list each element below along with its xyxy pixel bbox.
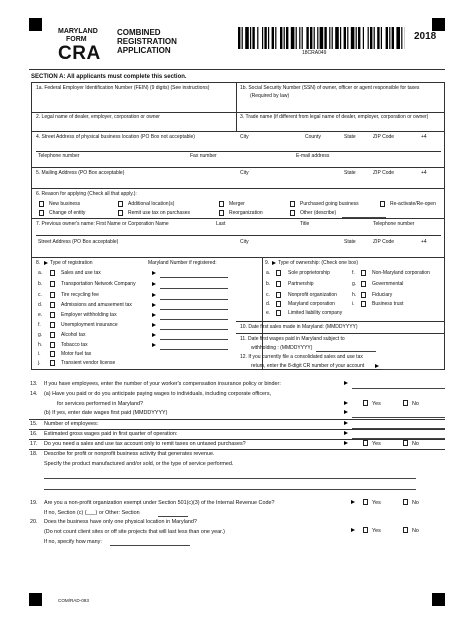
q17-no-label: No xyxy=(412,441,419,447)
q8-item-letter: e. xyxy=(38,312,43,318)
q9-item-checkbox[interactable] xyxy=(276,310,281,316)
q9-title: Type of ownership: (Check one box) xyxy=(278,260,359,266)
q9-item-letter: a. xyxy=(266,270,271,276)
q14a-text-2: for services performed in Maryland? xyxy=(57,401,143,407)
q8-item-label: Admissions and amusement tax xyxy=(61,302,132,308)
reason-reorganization: Reorganization xyxy=(229,210,263,216)
q19-other-section-line[interactable] xyxy=(158,516,188,517)
q19-number: 19. xyxy=(30,500,38,506)
q9-item-checkbox[interactable] xyxy=(361,301,366,307)
field-7-title-label: Title xyxy=(300,221,310,227)
q20-number: 20. xyxy=(30,519,38,525)
registration-mark-top-left xyxy=(29,18,42,31)
q20-input-line[interactable] xyxy=(110,545,190,546)
q14b-arrow-icon xyxy=(344,410,348,414)
field-4-city-label: City xyxy=(240,134,249,140)
field-2-label: 2. Legal name of dealer, employer, corporation or owner xyxy=(36,114,160,120)
q12-arrow-icon xyxy=(375,364,379,368)
field-6-label: 6. Reason for applying (Check all that apply.): xyxy=(36,191,137,197)
section-a-title: SECTION A: All applicants must complete this section. xyxy=(31,74,187,80)
q8-item-letter: b. xyxy=(38,281,43,287)
q8-md-number-line[interactable] xyxy=(160,329,228,330)
q8-item-letter: f. xyxy=(38,322,41,328)
q15-text: Number of employees: xyxy=(44,421,99,427)
footer-code: COM/RAD-093 xyxy=(58,598,89,603)
registration-mark-bottom-right xyxy=(432,593,445,606)
reason-purchased-business-checkbox[interactable] xyxy=(290,201,295,207)
q9-item-label: Business trust xyxy=(372,301,404,307)
q8-item-checkbox[interactable] xyxy=(50,292,55,298)
q8-item-letter: h. xyxy=(38,342,43,348)
q13-input-line[interactable] xyxy=(352,388,445,389)
q20-yes-checkbox[interactable] xyxy=(363,527,368,533)
q9-item-letter: b. xyxy=(266,281,271,287)
q14a-yes-checkbox[interactable] xyxy=(363,400,368,406)
q9-item-letter: i. xyxy=(352,301,355,307)
q8-item-label: Transportation Network Company xyxy=(61,281,136,287)
header-rule xyxy=(29,69,445,70)
q9-item-letter: h. xyxy=(352,292,357,298)
q16-number: 16. xyxy=(30,431,38,437)
field-5-state-label: State xyxy=(344,170,356,176)
field-4-label: 4. Street Address of physical business location (PO Box not acceptable) xyxy=(36,134,195,140)
field-5-zip-label: ZIP Code xyxy=(373,170,395,176)
q19-no-label: No xyxy=(412,500,419,506)
q20-no-label: No xyxy=(412,528,419,534)
field-1b-label: 1b. Social Security Number (SSN) of owner, officer or agent responsible for taxes xyxy=(240,85,420,91)
q19-section-text: If no, Section (c) (___) or Other: Section xyxy=(44,510,140,516)
q8-item-label: Employer withholding tax xyxy=(61,312,117,318)
field-4-plus4-label: +4 xyxy=(421,134,427,140)
q13-number: 13. xyxy=(30,381,38,387)
q9-item-letter: f. xyxy=(352,270,355,276)
q8-item-checkbox[interactable] xyxy=(50,332,55,338)
q9-item-label: Limited liability company xyxy=(288,310,343,316)
q9-item-label: Governmental xyxy=(372,281,404,287)
q8-item-arrow-icon xyxy=(152,282,156,286)
q9-item-label: Maryland corporation xyxy=(288,301,335,307)
q17-number: 17. xyxy=(30,441,38,447)
q9-item-label: Partnership xyxy=(288,281,314,287)
q17-yes-checkbox[interactable] xyxy=(363,440,368,446)
q9-item-letter: c. xyxy=(266,292,270,298)
barcode xyxy=(238,27,405,49)
q12-input-line[interactable] xyxy=(382,369,440,370)
field-5-label: 5. Mailing Address (PO Box acceptable) xyxy=(36,170,125,176)
fax-label: Fax number xyxy=(190,153,217,159)
q9-item-checkbox[interactable] xyxy=(361,270,366,276)
q9-item-checkbox[interactable] xyxy=(276,301,281,307)
q9-item-checkbox[interactable] xyxy=(276,292,281,298)
q8-item-arrow-icon xyxy=(152,271,156,275)
q8-md-number-line[interactable] xyxy=(160,349,228,350)
q8-item-arrow-icon xyxy=(152,303,156,307)
q8-item-checkbox[interactable] xyxy=(50,312,55,318)
q17-yes-label: Yes xyxy=(372,441,381,447)
q9-item-label: Non-Maryland corporation xyxy=(372,270,430,276)
q9-item-letter: e. xyxy=(266,310,271,316)
reason-reorganization-checkbox[interactable] xyxy=(219,210,224,216)
q8-item-label: Tobacco tax xyxy=(61,342,88,348)
header-title-line2: REGISTRATION xyxy=(117,37,177,46)
q8-item-label: Alcohol tax xyxy=(61,332,86,338)
reason-change-entity-checkbox[interactable] xyxy=(39,210,44,216)
q8-item-checkbox[interactable] xyxy=(50,351,55,357)
field-4-state-label: State xyxy=(344,134,356,140)
field-7-street-label: Street Address (PO Box acceptable) xyxy=(38,239,119,245)
q11-label-2: withholding : (MMDDYYYY) xyxy=(251,345,313,351)
field-7-label: 7. Previous owner's name: First Name or Corporation Name xyxy=(36,221,169,227)
telephone-label: Telephone number xyxy=(38,153,80,159)
reason-remit-use-tax: Remit use tax on purchases xyxy=(128,210,190,216)
q9-item-label: Nonprofit organization xyxy=(288,292,337,298)
q9-item-letter: d. xyxy=(266,301,271,307)
q8-md-number-line[interactable] xyxy=(160,339,228,340)
q8-item-checkbox[interactable] xyxy=(50,302,55,308)
q17-no-checkbox[interactable] xyxy=(403,440,408,446)
field-1a-label: 1a. Federal Employer Identification Number (FEIN) (9 digits) (See instructions) xyxy=(36,85,210,91)
q16-text: Estimated gross wages paid in first quarter of operation: xyxy=(44,431,178,437)
q8-item-letter: g. xyxy=(38,332,43,338)
q8-title: Type of registration xyxy=(50,260,93,266)
q9-item-checkbox[interactable] xyxy=(361,281,366,287)
field-1b-label-required: (Required by law) xyxy=(250,93,290,99)
q9-item-checkbox[interactable] xyxy=(276,281,281,287)
field-4-zip-label: ZIP Code xyxy=(373,134,395,140)
reason-reactivate: Re-activate/Re-open xyxy=(390,201,436,207)
q20-yes-label: Yes xyxy=(372,528,381,534)
q19-yes-label: Yes xyxy=(372,500,381,506)
q18-line-2[interactable] xyxy=(44,489,416,490)
q9-item-checkbox[interactable] xyxy=(276,270,281,276)
field-4-county-label: County xyxy=(305,134,321,140)
header-title-line1: COMBINED xyxy=(117,28,161,37)
reason-merger-checkbox[interactable] xyxy=(219,201,224,207)
q9-arrow-icon xyxy=(272,261,276,265)
q8-item-letter: a. xyxy=(38,270,43,276)
reason-additional-location: Additional location(s) xyxy=(128,201,175,207)
q15-arrow-icon xyxy=(344,421,348,425)
reason-other: Other (describe) xyxy=(300,210,337,216)
q8-item-checkbox[interactable] xyxy=(50,270,55,276)
email-label: E-mail address xyxy=(296,153,330,159)
q14a-no-label: No xyxy=(412,401,419,407)
reason-new-business-checkbox[interactable] xyxy=(39,201,44,207)
q9-item-letter: g. xyxy=(352,281,357,287)
field-7-plus4-label: +4 xyxy=(421,239,427,245)
registration-mark-top-right xyxy=(432,18,445,31)
q9-item-label: Sole proprietorship xyxy=(288,270,330,276)
q8-md-number-line[interactable] xyxy=(160,288,228,289)
header-form-word: FORM xyxy=(66,36,87,43)
reason-remit-use-tax-checkbox[interactable] xyxy=(118,210,123,216)
q8-item-label: Unemployment insurance xyxy=(61,322,118,328)
q20-text: Does the business have only one physical location in Maryland? xyxy=(44,519,197,525)
reason-reactivate-checkbox[interactable] xyxy=(380,201,385,207)
q19-text: Are you a non-profit organization exempt under Section 501(c)(3) of the Internal Revenue Code? xyxy=(44,500,275,506)
q18-text: Describe for profit or nonprofit business activity that generates revenue. xyxy=(44,451,215,457)
q19-arrow-icon xyxy=(351,500,355,504)
q8-item-arrow-icon xyxy=(152,313,156,317)
q8-item-letter: j. xyxy=(38,360,41,366)
q8-item-checkbox[interactable] xyxy=(50,322,55,328)
q17-text: Do you need a sales and use tax account only to remit taxes on untaxed purchases? xyxy=(44,441,246,447)
q14a-arrow-icon xyxy=(344,401,348,405)
header-form-code: CRA xyxy=(58,43,101,64)
q8-item-label: Sales and use tax xyxy=(61,270,101,276)
q8-item-checkbox[interactable] xyxy=(50,342,55,348)
q18-line-1[interactable] xyxy=(44,478,416,479)
q8-item-arrow-icon xyxy=(152,343,156,347)
reason-new-business: New business xyxy=(49,201,81,207)
q8-item-label: Motor fuel tax xyxy=(61,351,92,357)
header-state: MARYLAND xyxy=(58,28,98,35)
q20-no-checkbox[interactable] xyxy=(403,527,408,533)
q10-label: 10. Date first sales made in Maryland: (MMDDYYYY) xyxy=(240,324,358,330)
q8-item-letter: d. xyxy=(38,302,43,308)
reason-other-describe-line[interactable] xyxy=(342,217,386,218)
reason-other-checkbox[interactable] xyxy=(290,210,295,216)
q8-item-label: Transient vendor license xyxy=(61,360,116,366)
q8-item-letter: i. xyxy=(38,351,41,357)
form-year: 2018 xyxy=(414,31,437,42)
reason-merger: Merger xyxy=(229,201,245,207)
barcode-number: 18CRA049 xyxy=(302,50,327,56)
q8-md-number-line[interactable] xyxy=(160,277,228,278)
q14a-text: (a) Have you paid or do you anticipate paying wages to individuals, including corporate officers, xyxy=(44,391,272,397)
q9-number: 9. xyxy=(265,260,270,266)
field-5-city-label: City xyxy=(240,170,249,176)
q8-md-number-line[interactable] xyxy=(160,309,228,310)
field-3-label: 3. Trade name (if different from legal name of dealer, employer, corporation or owner) xyxy=(240,114,429,120)
q8-item-arrow-icon xyxy=(152,323,156,327)
field-7-telephone-label: Telephone number xyxy=(373,221,415,227)
q20-text-2: (Do not count client sites or off site projects that will last less than one year.) xyxy=(44,529,225,535)
field-7-state-label: State xyxy=(344,239,356,245)
q8-item-checkbox[interactable] xyxy=(50,281,55,287)
reason-purchased-business: Purchased going business xyxy=(300,201,359,207)
field-7-zip-label: ZIP Code xyxy=(373,239,395,245)
q14a-yes-label: Yes xyxy=(372,401,381,407)
q8-item-arrow-icon xyxy=(152,293,156,297)
q8-md-number-line[interactable] xyxy=(160,319,228,320)
q14a-no-checkbox[interactable] xyxy=(403,400,408,406)
q8-md-number-line[interactable] xyxy=(160,299,228,300)
q8-item-checkbox[interactable] xyxy=(50,360,55,366)
q8-arrow-icon xyxy=(44,261,48,265)
q9-item-checkbox[interactable] xyxy=(361,292,366,298)
q14-number: 14. xyxy=(30,391,38,397)
q17-arrow-icon xyxy=(344,441,348,445)
q13-arrow-icon xyxy=(344,381,348,385)
reason-additional-location-checkbox[interactable] xyxy=(118,201,123,207)
q16-arrow-icon xyxy=(344,431,348,435)
registration-mark-bottom-left xyxy=(29,593,42,606)
q15-number: 15. xyxy=(30,421,38,427)
field-7-last-label: Last xyxy=(216,221,226,227)
q19-no-checkbox[interactable] xyxy=(403,499,408,505)
q20-arrow-icon xyxy=(351,528,355,532)
q9-item-label: Fiduciary xyxy=(372,292,393,298)
q18-number: 18. xyxy=(30,451,38,457)
q11-input-line[interactable] xyxy=(316,351,376,352)
reason-change-entity: Change of entity xyxy=(49,210,86,216)
q18-text-2: Specify the product manufactured and/or sold, or the type of service performed. xyxy=(44,461,234,467)
q19-yes-checkbox[interactable] xyxy=(363,499,368,505)
q8-item-letter: c. xyxy=(38,292,42,298)
q8-number: 8. xyxy=(36,260,41,266)
q8-item-label: Tire recycling fee xyxy=(61,292,99,298)
q12-label-2: return, enter the 8-digit CR number of your account xyxy=(251,363,365,369)
header-title-line3: APPLICATION xyxy=(117,46,171,55)
q12-label-1: 12. If you currently file a consolidated sales and use tax xyxy=(240,354,363,360)
q14b-text: (b) If yes, enter date wages first paid (MMDDYYYY) xyxy=(44,410,168,416)
field-7-city-label: City xyxy=(240,239,249,245)
q13-text: If you have employees, enter the number of your worker's compensation insurance policy or binder: xyxy=(44,381,281,387)
q11-label-1: 11. Date first wages paid in Maryland subject to xyxy=(240,336,345,342)
q20-text-3: If no, specify how many: xyxy=(44,539,102,545)
q14b-input-line[interactable] xyxy=(352,417,445,418)
field-5-plus4-label: +4 xyxy=(421,170,427,176)
q8-md-number-label: Maryland Number if registered: xyxy=(148,260,217,266)
q8-item-arrow-icon xyxy=(152,333,156,337)
